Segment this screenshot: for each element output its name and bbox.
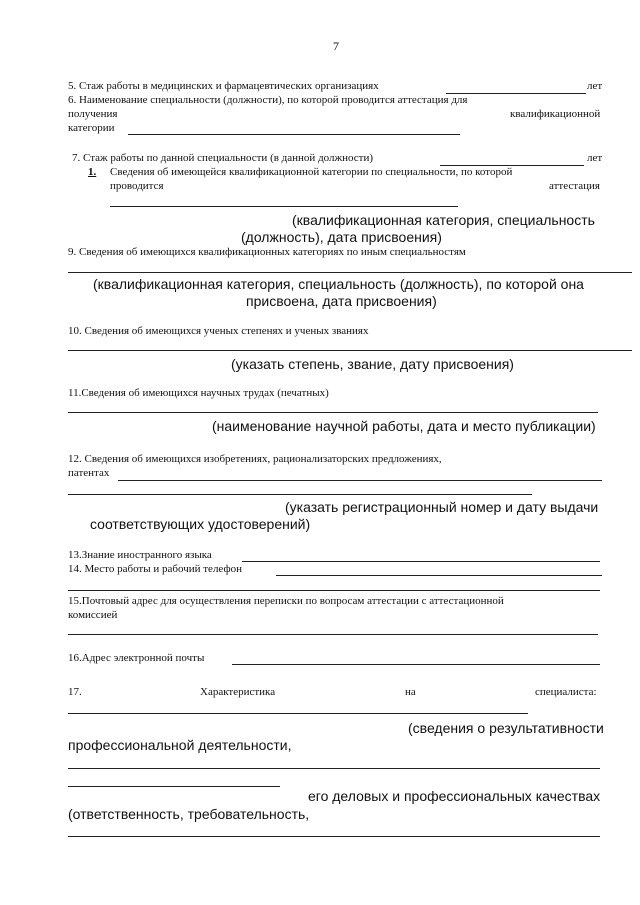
- item-17-field-line-3[interactable]: [68, 786, 280, 787]
- item-6-line-1: 6. Наименование специальности (должности), по которой проводится аттестация для: [68, 94, 468, 106]
- item-5-suffix: лет: [587, 80, 603, 92]
- item-17-word-2: на: [405, 686, 416, 698]
- item-8-field-line[interactable]: [110, 206, 458, 207]
- page-number: 7: [333, 39, 339, 53]
- item-12-caption-1: (указать регистрационный номер и дату выдачи: [285, 499, 599, 515]
- item-17-caption-1: (сведения о результативности: [408, 720, 604, 736]
- item-12-line-2: патентах: [68, 467, 110, 479]
- item-17-field-line-1[interactable]: [68, 713, 528, 714]
- item-17-number: 17.: [68, 686, 82, 698]
- item-14-label: 14. Место работы и рабочий телефон: [68, 563, 242, 575]
- item-15-field-line[interactable]: [68, 634, 598, 635]
- item-11-field-line[interactable]: [68, 412, 598, 413]
- item-13-field-line[interactable]: [242, 561, 600, 562]
- item-15-line-1: 15.Почтовый адрес для осуществления переписки по вопросам аттестации с аттестационной: [68, 595, 504, 607]
- item-14-field-line-1[interactable]: [276, 575, 602, 576]
- item-12-field-line-2[interactable]: [68, 494, 532, 495]
- item-8-line-2-right: аттестация: [549, 180, 600, 192]
- item-8-caption-1: (квалификационная категория, специальность: [292, 212, 595, 228]
- item-9-line-1: 9. Сведения об имеющихся квалификационных категориях по иным специальностям: [68, 246, 466, 258]
- item-17-field-line-2[interactable]: [68, 768, 600, 769]
- item-9-caption-1: (квалификационная категория, специальность (должность), по которой она: [93, 276, 584, 292]
- item-10-line-1: 10. Сведения об имеющихся ученых степенях и ученых званиях: [68, 325, 369, 337]
- item-10-caption: (указать степень, звание, дату присвоения): [231, 356, 514, 372]
- item-12-line-1: 12. Сведения об имеющихся изобретениях, рационализаторских предложениях,: [68, 453, 442, 465]
- item-17-caption-2: профессиональной деятельности,: [68, 737, 292, 753]
- item-17-word-3: специалиста:: [535, 686, 597, 698]
- item-17-word-1: Характеристика: [200, 686, 276, 698]
- item-8-caption-2: (должность), дата присвоения): [241, 229, 442, 245]
- item-11-caption: (наименование научной работы, дата и место публикации): [212, 418, 596, 434]
- item-17-field-line-4[interactable]: [68, 836, 600, 837]
- item-6-line-2-left: получения: [68, 108, 118, 120]
- item-17-caption-3: его деловых и профессиональных качествах: [308, 788, 601, 804]
- item-11-line-1: 11.Сведения об имеющихся научных трудах (печатных): [68, 387, 329, 399]
- item-15-line-2: комиссией: [68, 609, 118, 621]
- item-9-field-line[interactable]: [68, 272, 632, 273]
- item-8-line-1: Сведения об имеющейся квалификационной категории по специальности, по которой: [110, 166, 513, 178]
- item-6-field-line[interactable]: [128, 134, 460, 135]
- item-7-label: 7. Стаж работы по данной специальности (в данной должности): [72, 152, 374, 164]
- item-17-caption-4: (ответственность, требовательность,: [68, 806, 310, 822]
- item-10-field-line[interactable]: [68, 350, 632, 351]
- item-6-line-3: категории: [68, 122, 115, 134]
- item-12-field-line-1[interactable]: [118, 480, 602, 481]
- item-9-caption-2: присвоена, дата присвоения): [246, 293, 437, 309]
- item-14-field-line-2[interactable]: [68, 590, 600, 591]
- item-16-label: 16.Адрес электронной почты: [68, 652, 205, 664]
- item-8-line-2-left: проводится: [110, 180, 164, 192]
- item-8-number: 1.: [88, 166, 97, 178]
- item-12-caption-2: соответствующих удостоверений): [90, 516, 311, 532]
- item-16-field-line[interactable]: [232, 664, 600, 665]
- item-6-line-2-right: квалификационной: [510, 108, 601, 120]
- item-13-label: 13.Знание иностранного языка: [68, 549, 212, 561]
- item-5-label: 5. Стаж работы в медицинских и фармацевтических организациях: [68, 80, 379, 92]
- item-7-suffix: лет: [587, 152, 603, 164]
